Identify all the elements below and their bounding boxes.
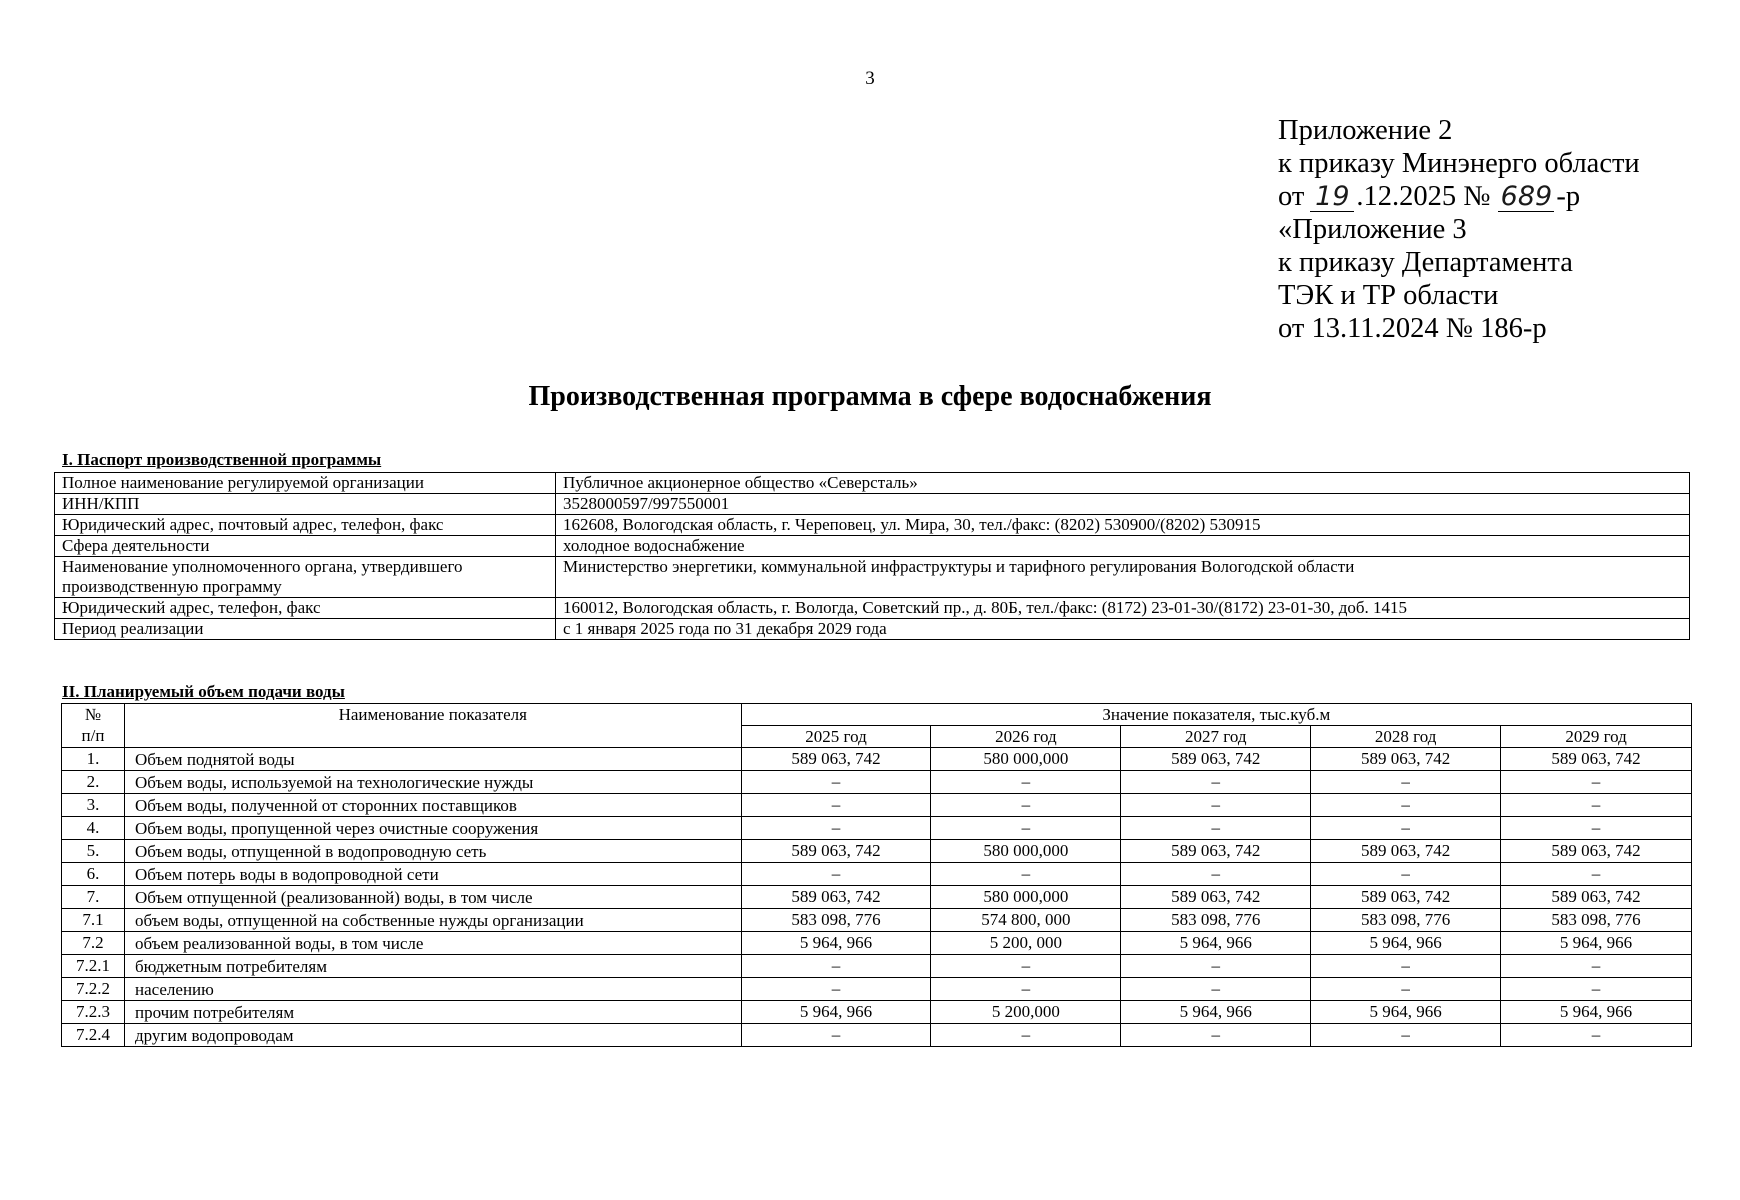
table-row [62, 886, 1692, 909]
indicator-value: 589 063, 742 [1311, 748, 1501, 771]
indicator-value: 589 063, 742 [1311, 840, 1501, 863]
indicator-value: – [1311, 817, 1501, 840]
indicator-value: – [1121, 771, 1311, 794]
indicator-name: населению [124, 978, 741, 1001]
section-1-title: I. Паспорт производственной программы [62, 450, 382, 469]
indicator-value: – [741, 771, 931, 794]
indicator-value: – [1311, 771, 1501, 794]
passport-label: Полное наименование регулируемой организации [55, 473, 556, 494]
indicator-value: 589 063, 742 [741, 748, 931, 771]
indicator-name: Объем поднятой воды [124, 748, 741, 771]
indicator-value: – [741, 794, 931, 817]
row-number: 7.2.1 [62, 955, 125, 978]
indicator-value: – [741, 978, 931, 1001]
table-row [62, 748, 1692, 771]
row-number: 7.2.2 [62, 978, 125, 1001]
appendix-order-suffix: -р [1556, 181, 1581, 212]
table-row [62, 932, 1692, 955]
header-year: 2027 год [1121, 726, 1311, 748]
indicator-value: – [1501, 955, 1692, 978]
section-2-title: II. Планируемый объем подачи воды [62, 682, 345, 701]
indicator-value: – [741, 863, 931, 886]
row-number: 7.1 [62, 909, 125, 932]
appendix-line-7: от 13.11.2024 № 186-р [1278, 313, 1547, 344]
water-volume-table [61, 703, 1692, 1047]
indicator-value: – [1501, 771, 1692, 794]
indicator-value: 5 964, 966 [1501, 932, 1692, 955]
indicator-value: 583 098, 776 [741, 909, 931, 932]
passport-value: 162608, Вологодская область, г. Череповец, ул. Мира, 30, тел./факс: (8202) 530900/(8202) 530915 [556, 515, 1690, 536]
indicator-name: Объем воды, полученной от сторонних поставщиков [124, 794, 741, 817]
appendix-block [1278, 114, 1640, 345]
indicator-value: 5 200, 000 [931, 932, 1121, 955]
indicator-value: 5 964, 966 [741, 932, 931, 955]
header-row [62, 704, 1692, 726]
table-row [62, 771, 1692, 794]
row-number: 7.2.3 [62, 1001, 125, 1024]
passport-value: Публичное акционерное общество «Северсталь» [556, 473, 1690, 494]
appendix-line-2: к приказу Минэнерго области [1278, 148, 1640, 179]
passport-label: Наименование уполномоченного органа, утвердившего производственную программу [55, 557, 556, 598]
handwritten-order-number: 689 [1498, 183, 1554, 212]
indicator-value: – [1121, 863, 1311, 886]
indicator-value: 580 000,000 [931, 748, 1121, 771]
passport-value: с 1 января 2025 года по 31 декабря 2029 года [556, 619, 1690, 640]
indicator-value: 5 964, 966 [741, 1001, 931, 1024]
passport-label: Юридический адрес, телефон, факс [55, 598, 556, 619]
header-num-line-1: № [84, 705, 102, 724]
passport-value: 3528000597/997550001 [556, 494, 1690, 515]
row-number: 7.2.4 [62, 1024, 125, 1047]
passport-label: Сфера деятельности [55, 536, 556, 557]
header-num-line-2: п/п [81, 726, 105, 745]
passport-row [55, 536, 1690, 557]
indicator-value: 589 063, 742 [741, 840, 931, 863]
indicator-value: – [1311, 955, 1501, 978]
indicator-value: 583 098, 776 [1501, 909, 1692, 932]
indicator-value: – [931, 1024, 1121, 1047]
indicator-value: – [931, 817, 1121, 840]
appendix-line-6: ТЭК и ТР области [1278, 280, 1499, 311]
indicator-value: – [1311, 978, 1501, 1001]
indicator-value: – [741, 955, 931, 978]
appendix-line-5: к приказу Департамента [1278, 247, 1573, 278]
indicator-value: – [1501, 863, 1692, 886]
passport-row [55, 494, 1690, 515]
indicator-value: – [741, 1024, 931, 1047]
indicator-value: 574 800, 000 [931, 909, 1121, 932]
passport-value: 160012, Вологодская область, г. Вологда, Советский пр., д. 80Б, тел./факс: (8172) 23-01-30/(8172) 23-01-30, доб. 1415 [556, 598, 1690, 619]
indicator-value: – [1311, 863, 1501, 886]
indicator-value: – [1121, 955, 1311, 978]
passport-value: Министерство энергетики, коммунальной инфраструктуры и тарифного регулирования Вологодской области [556, 557, 1690, 598]
indicator-value: – [1121, 817, 1311, 840]
indicator-value: 589 063, 742 [1311, 886, 1501, 909]
indicator-value: 589 063, 742 [1121, 840, 1311, 863]
table-row [62, 863, 1692, 886]
indicator-value: – [1311, 794, 1501, 817]
row-number: 7. [62, 886, 125, 909]
appendix-order-prefix: от [1278, 181, 1305, 212]
indicator-value: 589 063, 742 [1121, 748, 1311, 771]
indicator-value: – [1121, 794, 1311, 817]
row-number: 5. [62, 840, 125, 863]
page-number: 3 [865, 68, 875, 89]
indicator-value: 580 000,000 [931, 840, 1121, 863]
passport-value: холодное водоснабжение [556, 536, 1690, 557]
indicator-value: 589 063, 742 [741, 886, 931, 909]
indicator-value: 589 063, 742 [1501, 886, 1692, 909]
indicator-name: объем воды, отпущенной на собственные нужды организации [124, 909, 741, 932]
passport-row [55, 619, 1690, 640]
header-num-cell [62, 704, 125, 748]
indicator-value: – [931, 863, 1121, 886]
row-number: 7.2 [62, 932, 125, 955]
header-name-cell: Наименование показателя [124, 704, 741, 748]
indicator-value: 5 200,000 [931, 1001, 1121, 1024]
header-year: 2025 год [741, 726, 931, 748]
passport-label: Юридический адрес, почтовый адрес, телефон, факс [55, 515, 556, 536]
indicator-name: другим водопроводам [124, 1024, 741, 1047]
indicator-name: Объем воды, отпущенной в водопроводную сеть [124, 840, 741, 863]
indicator-name: Объем воды, пропущенной через очистные сооружения [124, 817, 741, 840]
appendix-order-line [1278, 180, 1640, 213]
table-row [62, 840, 1692, 863]
passport-label: Период реализации [55, 619, 556, 640]
indicator-value: 5 964, 966 [1121, 1001, 1311, 1024]
table-row [62, 909, 1692, 932]
indicator-value: 580 000,000 [931, 886, 1121, 909]
indicator-value: 589 063, 742 [1501, 748, 1692, 771]
indicator-name: прочим потребителям [124, 1001, 741, 1024]
table-row [62, 794, 1692, 817]
indicator-value: 589 063, 742 [1501, 840, 1692, 863]
document-title: Производственная программа в сфере водоснабжения [528, 381, 1212, 412]
indicator-value: – [1501, 1024, 1692, 1047]
indicator-name: Объем потерь воды в водопроводной сети [124, 863, 741, 886]
handwritten-day: 19 [1310, 183, 1354, 212]
passport-table [54, 472, 1690, 640]
indicator-value: – [1121, 978, 1311, 1001]
table-row [62, 955, 1692, 978]
indicator-value: – [741, 817, 931, 840]
table-row [62, 1001, 1692, 1024]
indicator-name: Объем отпущенной (реализованной) воды, в том числе [124, 886, 741, 909]
row-number: 4. [62, 817, 125, 840]
indicator-value: 5 964, 966 [1501, 1001, 1692, 1024]
indicator-value: – [1311, 1024, 1501, 1047]
indicator-value: 5 964, 966 [1121, 932, 1311, 955]
indicator-value: – [1501, 817, 1692, 840]
indicator-value: 5 964, 966 [1311, 1001, 1501, 1024]
indicator-value: – [1501, 978, 1692, 1001]
indicator-value: – [1501, 794, 1692, 817]
indicator-value: 583 098, 776 [1121, 909, 1311, 932]
indicator-value: 583 098, 776 [1311, 909, 1501, 932]
indicator-value: – [1121, 1024, 1311, 1047]
row-number: 1. [62, 748, 125, 771]
table-row [62, 817, 1692, 840]
row-number: 2. [62, 771, 125, 794]
header-year: 2029 год [1501, 726, 1692, 748]
row-number: 6. [62, 863, 125, 886]
header-year: 2028 год [1311, 726, 1501, 748]
appendix-line-4: «Приложение 3 [1278, 214, 1467, 245]
indicator-value: 589 063, 742 [1121, 886, 1311, 909]
passport-row [55, 557, 1690, 598]
indicator-value: – [931, 794, 1121, 817]
passport-row [55, 473, 1690, 494]
indicator-value: 5 964, 966 [1311, 932, 1501, 955]
table-row [62, 1024, 1692, 1047]
table-row [62, 978, 1692, 1001]
passport-row [55, 598, 1690, 619]
indicator-name: бюджетным потребителям [124, 955, 741, 978]
indicator-name: Объем воды, используемой на технологические нужды [124, 771, 741, 794]
passport-label: ИНН/КПП [55, 494, 556, 515]
header-value-group: Значение показателя, тыс.куб.м [741, 704, 1691, 726]
indicator-value: – [931, 771, 1121, 794]
appendix-line-1: Приложение 2 [1278, 115, 1453, 146]
header-year: 2026 год [931, 726, 1121, 748]
passport-row [55, 515, 1690, 536]
appendix-order-middle: .12.2025 № [1356, 181, 1491, 212]
indicator-value: – [931, 955, 1121, 978]
indicator-value: – [931, 978, 1121, 1001]
indicator-name: объем реализованной воды, в том числе [124, 932, 741, 955]
row-number: 3. [62, 794, 125, 817]
